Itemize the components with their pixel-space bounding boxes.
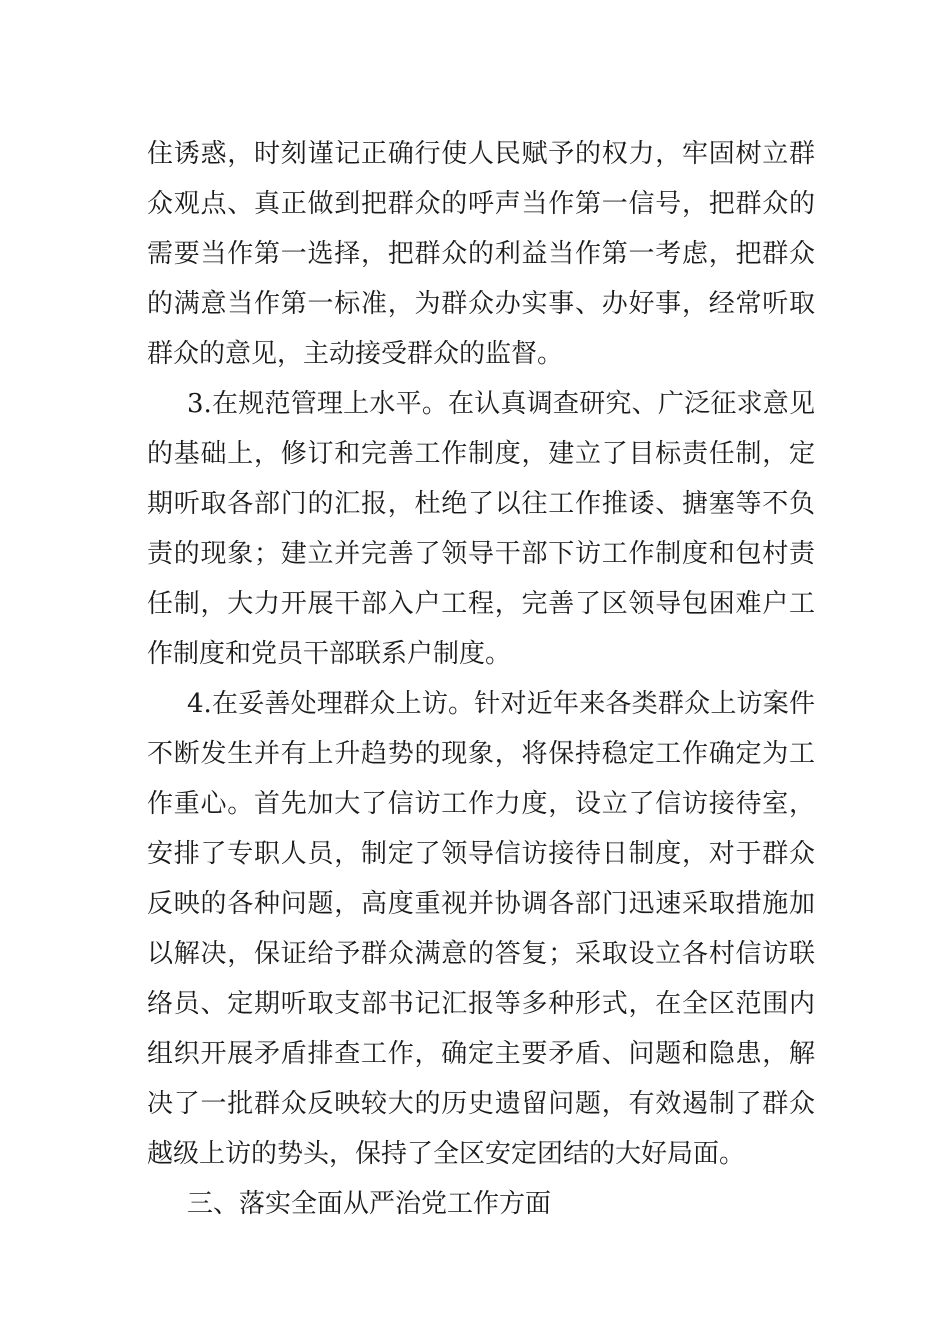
paragraph-item-4	[147, 679, 815, 1179]
text-line: 组织开展矛盾排查工作，确定主要矛盾、问题和隐患，解	[147, 1039, 815, 1069]
text-line: 群众的意见，主动接受群众的监督。	[147, 339, 564, 369]
paragraph-item-3	[147, 379, 815, 679]
text-line: 不断发生并有上升趋势的现象，将保持稳定工作确定为工	[147, 739, 815, 769]
text-line: 期听取各部门的汇报，杜绝了以往工作推诿、搪塞等不负	[147, 489, 815, 519]
document-body	[147, 129, 815, 1229]
text-line: 住诱惑，时刻谨记正确行使人民赋予的权力，牢固树立群	[147, 139, 815, 169]
paragraph-continuation	[147, 129, 815, 379]
text-line: 安排了专职人员，制定了领导信访接待日制度，对于群众	[147, 839, 815, 869]
text-line: 反映的各种问题，高度重视并协调各部门迅速采取措施加	[147, 889, 815, 919]
text-line: 作重心。首先加大了信访工作力度，设立了信访接待室，	[147, 789, 815, 819]
text-line: 需要当作第一选择，把群众的利益当作第一考虑，把群众	[147, 239, 815, 269]
section-heading	[147, 1179, 815, 1229]
text-line: 的基础上，修订和完善工作制度，建立了目标责任制，定	[147, 439, 815, 469]
text-line: 的满意当作第一标准，为群众办实事、办好事，经常听取	[147, 289, 815, 319]
text-line: 作制度和党员干部联系户制度。	[147, 639, 512, 669]
text-line: 4.在妥善处理群众上访。针对近年来各类群众上访案件	[187, 689, 815, 719]
section-heading-text: 三、落实全面从严治党工作方面	[187, 1189, 552, 1219]
text-line: 任制，大力开展干部入户工程，完善了区领导包困难户工	[147, 589, 815, 619]
text-line: 络员、定期听取支部书记汇报等多种形式，在全区范围内	[147, 989, 815, 1019]
text-line: 越级上访的势头，保持了全区安定团结的大好局面。	[147, 1139, 746, 1169]
text-line: 责的现象；建立并完善了领导干部下访工作制度和包村责	[147, 539, 815, 569]
text-line: 众观点、真正做到把群众的呼声当作第一信号，把群众的	[147, 189, 815, 219]
text-line: 以解决，保证给予群众满意的答复；采取设立各村信访联	[147, 939, 815, 969]
text-line: 决了一批群众反映较大的历史遗留问题，有效遏制了群众	[147, 1089, 815, 1119]
text-line: 3.在规范管理上水平。在认真调查研究、广泛征求意见	[187, 389, 815, 419]
